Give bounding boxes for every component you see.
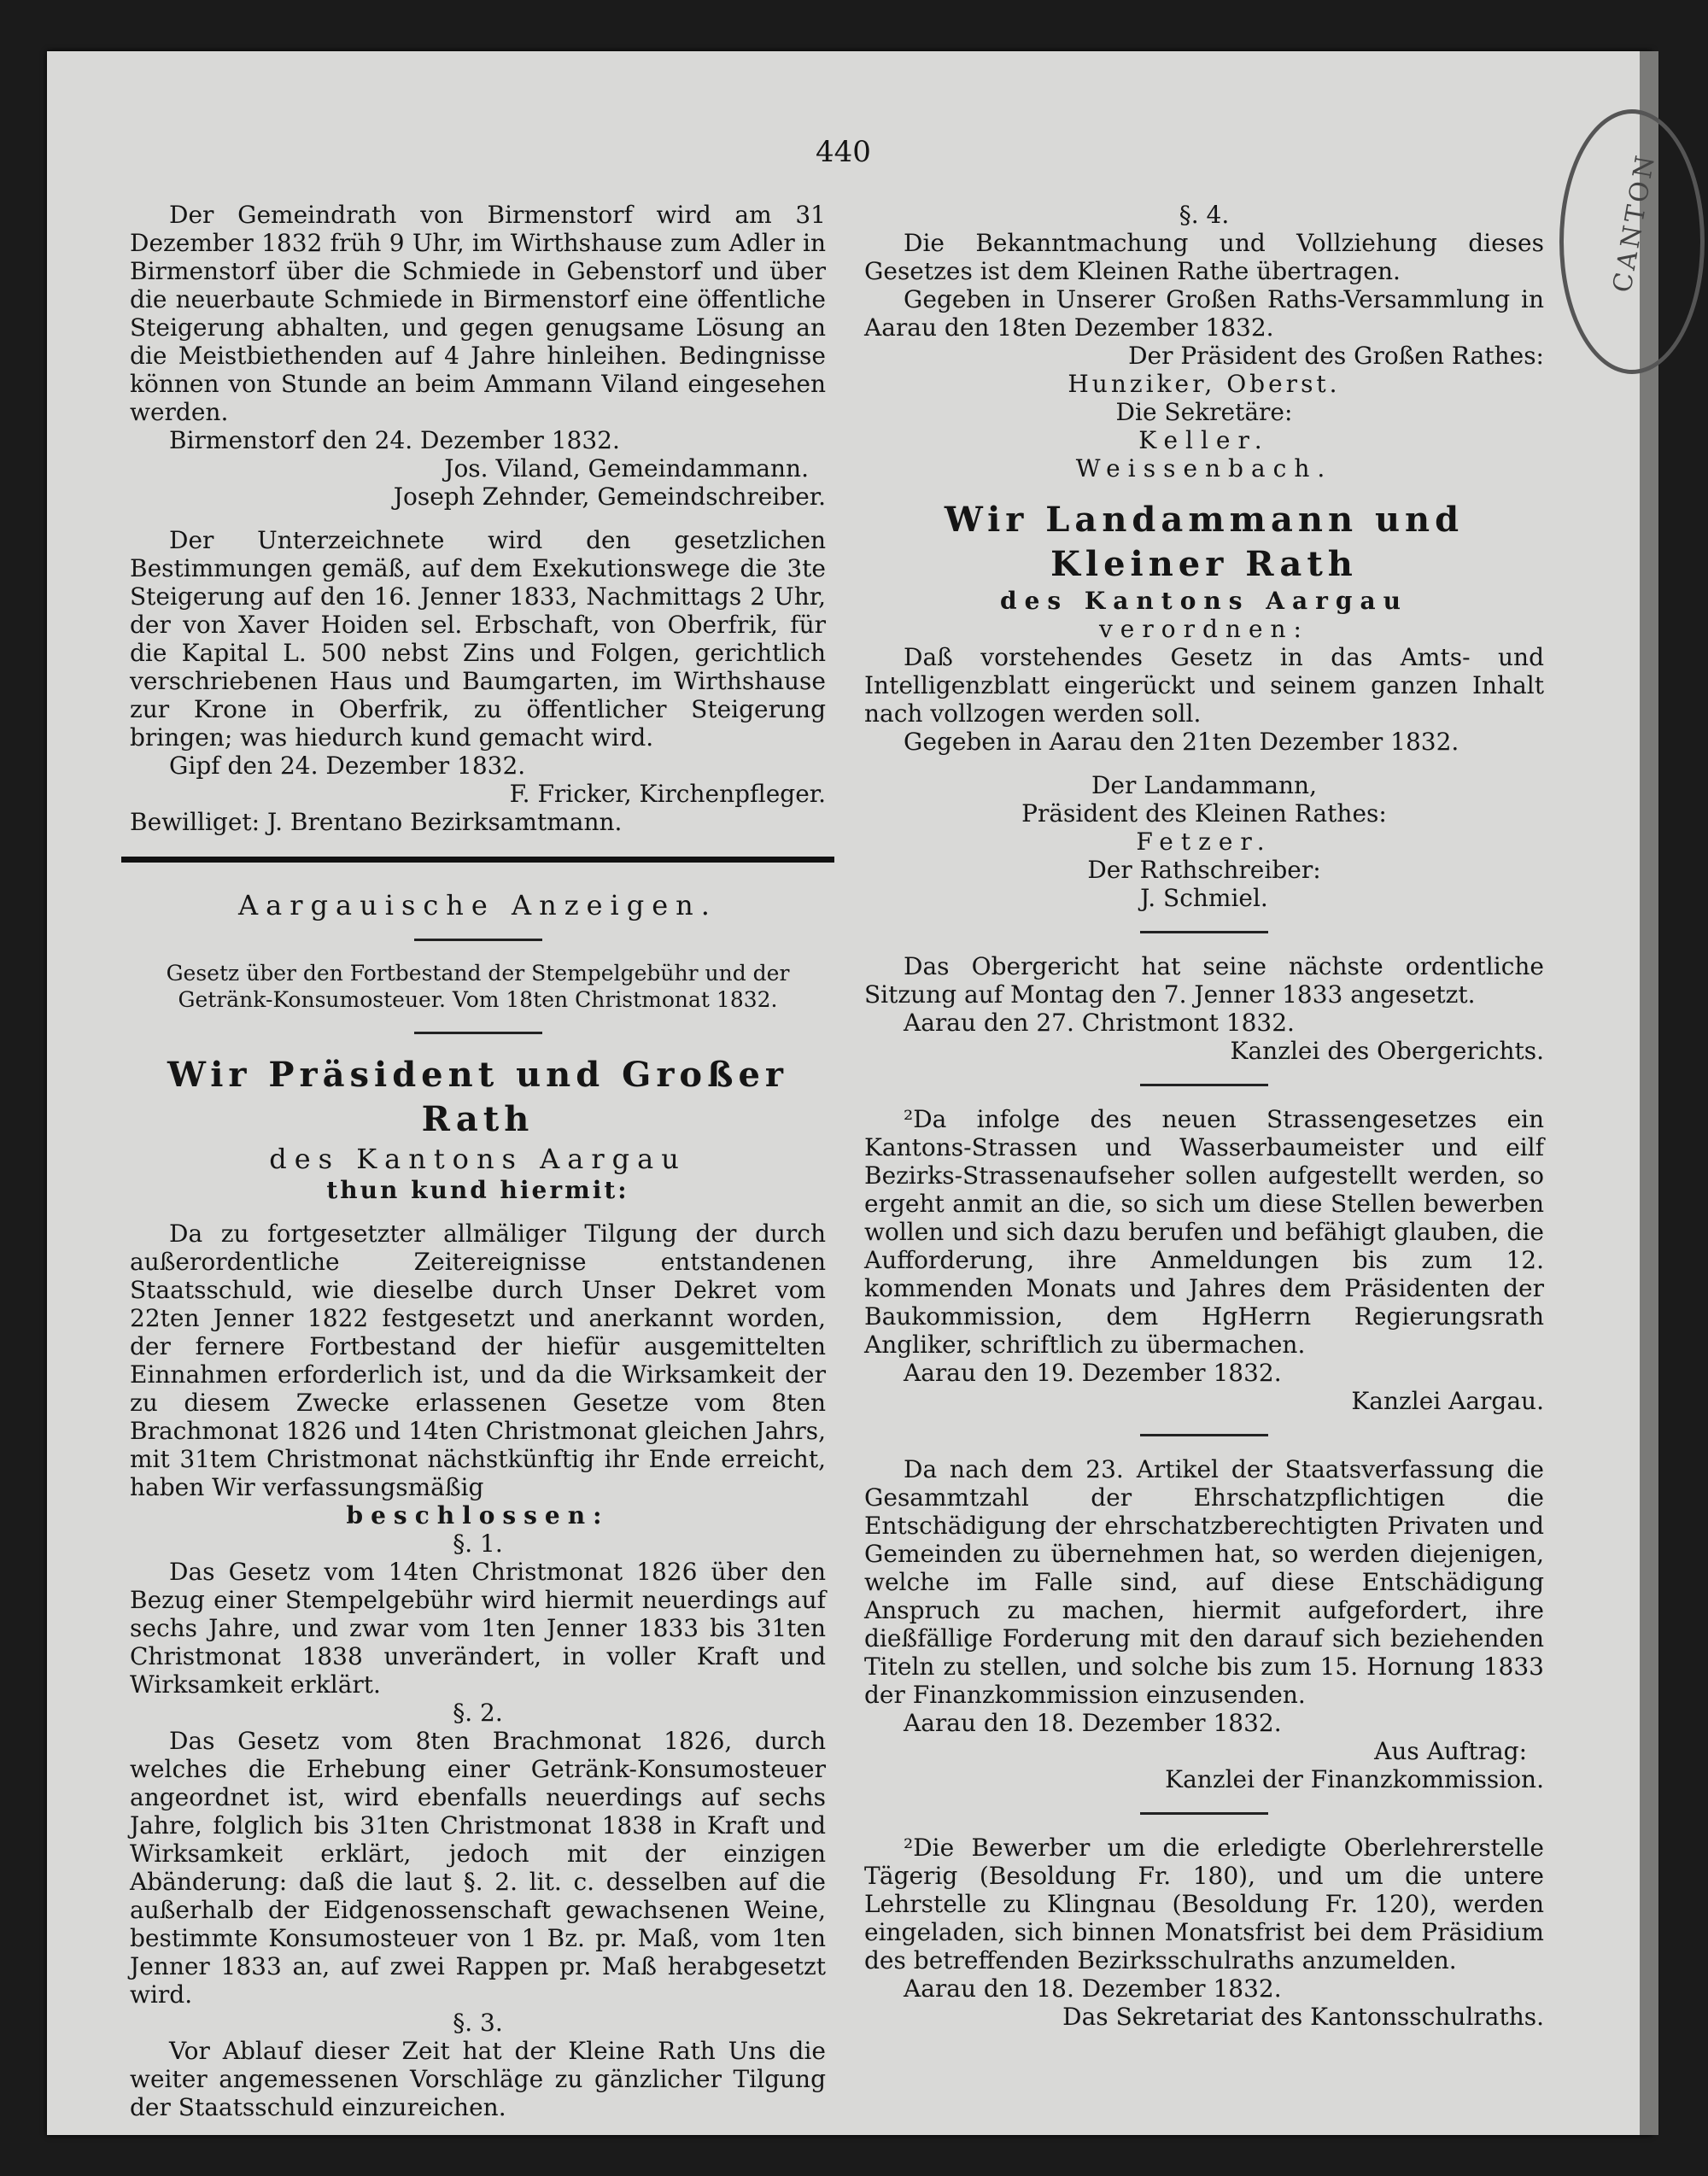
- finance-date: Aarau den 18. Dezember 1832.: [904, 1709, 1282, 1737]
- decree-heading-canton: des Kantons Aargau: [1000, 587, 1408, 615]
- paragraph-4-title: §. 4.: [1179, 201, 1230, 229]
- clerk-name: J. Schmiel.: [1140, 884, 1268, 912]
- signature-viland: Jos. Viland, Gemeindammann.: [444, 454, 809, 483]
- signature-zehnder: Joseph Zehnder, Gemeindschreiber.: [393, 483, 826, 511]
- right-column: [864, 201, 1544, 2031]
- short-rule: [414, 1032, 542, 1034]
- short-rule: [414, 939, 542, 941]
- president-label: Der Präsident des Großen Rathes:: [1128, 342, 1544, 370]
- short-rule: [1140, 931, 1268, 933]
- president-name: Hunziker, Oberst.: [1068, 370, 1341, 398]
- section-title: Aargauische Anzeigen.: [238, 889, 717, 921]
- finance-notice: Da nach dem 23. Artikel der Staatsverfassung die Gesammtzahl der Ehrschatzpflichtigen die Entschädigung der ehrschatzberechtigten Privaten und Gemeinden zu übernehmen hat, so werden diejenigen, welche im Falle sind, auf diese Entschädigung Anspruch zu machen, hiermit aufgefordert, ihre dießfällige Forderung mit den darauf sich beziehenden Titeln zu stellen, und solche bis zum 15. Hornung 1833 der Finanzkommission einzusenden.: [864, 1455, 1544, 1709]
- roads-date: Aarau den 19. Dezember 1832.: [904, 1359, 1282, 1387]
- law-heading-announce: thun kund hiermit:: [326, 1176, 629, 1204]
- court-notice: Das Obergericht hat seine nächste ordentliche Sitzung auf Montag den 7. Jenner 1833 angesetzt.: [864, 952, 1544, 1009]
- paragraph-2: Das Gesetz vom 8ten Brachmonat 1826, durch welches die Erhebung einer Getränk-Konsumosteuer angeordnet ist, wird ebenfalls neuerdings auf sechs Jahre, folglich bis 31ten Christmonat 1838 in Kraft und Wirksamkeit erklärt, jedoch mit der einzigen Abänderung: daß die laut §. 2. lit. c. desselben auf die außerhalb der Eidgenossenschaft gewachsenen Weine, bestimmte Konsumosteuer von 1 Bz. pr. Maß, vom 1ten Jenner 1833 an, auf zwei Rappen pr. Maß herabgesetzt wird.: [130, 1727, 826, 2009]
- decree-given: Gegeben in Aarau den 21ten Dezember 1832.: [904, 728, 1459, 756]
- secretary-keller: Keller.: [1138, 426, 1270, 454]
- decree-order: Daß vorstehendes Gesetz in das Amts- und Intelligenzblatt eingerückt und seinem ganzen Inhalt nach vollzogen werden soll.: [864, 643, 1544, 728]
- paragraph-1: Das Gesetz vom 14ten Christmonat 1826 über den Bezug einer Stempelgebühr wird hiermit neuerdings auf sechs Jahre, und zwar vom 1ten Jenner 1833 bis 31ten Christmonat 1838 unverändert, in voller Kraft und Wirksamkeit erklärt.: [130, 1558, 826, 1699]
- court-signature: Kanzlei des Obergerichts.: [1230, 1037, 1544, 1065]
- paragraph-2-title: §. 2.: [453, 1699, 503, 1727]
- paragraph-4: Die Bekanntmachung und Vollziehung dieses Gesetzes ist dem Kleinen Rathe übertragen.: [864, 229, 1544, 285]
- teacher-notice: ²Die Bewerber um die erledigte Oberlehrerstelle Tägerig (Besoldung Fr. 180), und um die untere Lehrstelle zu Klingnau (Besoldung Fr. 120), werden eingeladen, sich binnen Monatsfrist bei dem Präsidium des betreffenden Bezirksschulraths anzumelden.: [864, 1834, 1544, 1974]
- law-preamble: Da zu fortgesetzter allmäliger Tilgung der durch außerordentliche Zeitereignisse entstandenen Staatsschuld, wie dieselbe durch Unser Dekret vom 22ten Jenner 1822 festgesetzt und anerkannt worden, der fernere Fortbestand der hiefür ausgemittelten Einnahmen erforderlich ist, und da die Wirksamkeit der zu diesem Zwecke erlassenen Gesetze vom 8ten Brachmonat 1826 und 14ten Christmonat gleichen Jahrs, mit 31tem Christmonat nächstkünftig ihr Ende erreicht, haben Wir verfassungsmäßig: [130, 1220, 826, 1501]
- signature-fricker: F. Fricker, Kirchenpfleger.: [509, 780, 826, 808]
- secretaries-label: Die Sekretäre:: [1115, 398, 1293, 426]
- short-rule: [1140, 1812, 1268, 1815]
- finance-label: Aus Auftrag:: [1374, 1737, 1527, 1765]
- landammann-sub: Präsident des Kleinen Rathes:: [1021, 799, 1387, 828]
- short-rule: [1140, 1084, 1268, 1086]
- roads-signature: Kanzlei Aargau.: [1351, 1387, 1544, 1415]
- finance-signature: Kanzlei der Finanzkommission.: [1165, 1765, 1544, 1793]
- paragraph-3: Vor Ablauf dieser Zeit hat der Kleine Rath Uns die weiter angemessenen Vorschläge zu gänzlicher Tilgung der Staatsschuld einzureichen.: [130, 2037, 826, 2121]
- teacher-signature: Das Sekretariat des Kantonsschulraths.: [1062, 2003, 1544, 2031]
- landammann-label: Der Landammann,: [1091, 771, 1317, 799]
- law-heading-canton: des Kantons Aargau: [269, 1143, 687, 1175]
- section-divider: [121, 857, 834, 863]
- landammann-name: Fetzer.: [1136, 828, 1272, 856]
- decree-heading: Wir Landammann und Kleiner Rath: [944, 500, 1465, 584]
- roads-notice: ²Da infolge des neuen Strassengesetzes ein Kantons-Strassen und Wasserbaumeister und eilf Bezirks-Strassenaufseher sollen aufgestellt werden, so ergeht anmit an die, so sich um diese Stellen bewerben wollen und sich dazu berufen und befähigt glauben, die Aufforderung, ihre Anmeldungen bis zum 12. kommenden Monats und Jahres dem Präsidenten der Baukommission, dem HgHerrn Regierungsrath Angliker, schriftlich zu übermachen.: [864, 1105, 1544, 1359]
- secretary-weissenbach: Weissenbach.: [1075, 454, 1333, 483]
- law-resolved: beschlossen:: [346, 1501, 610, 1530]
- birmenstorf-notice: Der Gemeindrath von Birmenstorf wird am 31 Dezember 1832 früh 9 Uhr, im Wirthshause zum Adler in Birmenstorf über die Schmiede in Gebenstorf und über die neuerbaute Schmiede in Birmenstorf eine öffentliche Steigerung abhalten, und gegen genugsame Lösung an die Meistbiethenden auf 4 Jahre hinleihen. Bedingnisse können von Stunde an beim Ammann Viland eingesehen werden.: [130, 201, 826, 426]
- left-column: [130, 201, 826, 2121]
- gipf-date: Gipf den 24. Dezember 1832.: [169, 752, 526, 780]
- library-stamp: [1559, 109, 1705, 374]
- short-rule: [1140, 1434, 1268, 1436]
- law-given: Gegeben in Unserer Großen Raths-Versammlung in Aarau den 18ten Dezember 1832.: [864, 285, 1544, 342]
- gipf-notice: Der Unterzeichnete wird den gesetzlichen Bestimmungen gemäß, auf dem Exekutionswege die 3te Steigerung auf den 16. Jenner 1833, Nachmittags 2 Uhr, der von Xaver Hoiden sel. Erbschaft, von Oberfrik, für die Kapital L. 500 nebst Zins und Folgen, gerichtlich verschriebenen Haus und Baumgarten, im Wirthshause zur Krone in Oberfrik, zu öffentlicher Steigerung bringen; was hiedurch kund gemacht wird.: [130, 526, 826, 752]
- law-title: Gesetz über den Fortbestand der Stempelgebühr und der Getränk-Konsumosteuer. Vom 18ten Christmonat 1832.: [166, 961, 790, 1012]
- decree-heading-order: verordnen:: [1098, 615, 1309, 643]
- paragraph-3-title: §. 3.: [453, 2009, 503, 2037]
- teacher-date: Aarau den 18. Dezember 1832.: [904, 1974, 1282, 2003]
- law-heading: Wir Präsident und Großer Rath: [167, 1055, 788, 1139]
- approval-brentano: Bewilliget: J. Brentano Bezirksamtmann.: [130, 808, 623, 836]
- page-number: 440: [816, 135, 871, 169]
- birmenstorf-date: Birmenstorf den 24. Dezember 1832.: [169, 426, 620, 454]
- clerk-label: Der Rathschreiber:: [1087, 856, 1321, 884]
- paragraph-1-title: §. 1.: [453, 1530, 503, 1558]
- court-date: Aarau den 27. Christmont 1832.: [904, 1009, 1295, 1037]
- stamp-text: CANTON: [1607, 149, 1662, 295]
